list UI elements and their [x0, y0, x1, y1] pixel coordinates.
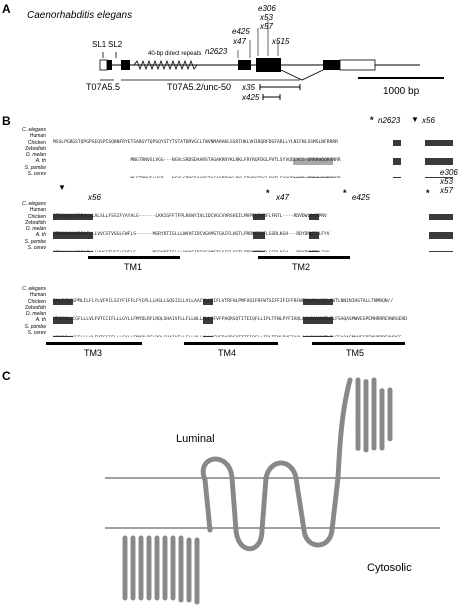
species-human: Human — [29, 207, 46, 214]
gene-structure-diagram — [0, 0, 463, 130]
species-chicken: Chicken — [27, 139, 46, 146]
tm3-bar — [46, 342, 142, 345]
tm3-label: TM3 — [84, 348, 102, 358]
scale-label: 1000 bp — [383, 86, 420, 97]
tm1-label: TM1 — [124, 262, 142, 272]
tm4-bar — [184, 342, 278, 345]
mutation-n2623: n2623 — [205, 47, 228, 56]
species-chicken: Chicken — [27, 213, 46, 220]
species-scerev: S. cerev — [27, 245, 46, 252]
deletion-x35: x35 — [242, 83, 255, 92]
mutation-e306: e306 — [258, 4, 276, 13]
species-spombe: S. pombe — [24, 323, 46, 330]
tm5-helix — [332, 478, 338, 530]
seq-row: MNGTRNVSLVGG---NGVLSRDSDAARSTAGAKRRYKLRKLFRYRQFDGLPVTLSYVQELVCG-DRRKWQQRSNRR — [53, 158, 341, 164]
deletion-x425: x425 — [242, 93, 260, 102]
tm1-bar — [88, 256, 180, 259]
star-mark-1: * — [370, 115, 374, 125]
tm2-helix — [232, 478, 236, 530]
seq-row: QTKNQWAYNDPAFLLLVVCSTVSGLFWFLS------MGRYRTISLLLWVVFIDCVGAMSTGAIFLHGTLPRRMFTSFLGSRLKGH---RDYDMMTFLFYV — [53, 232, 330, 238]
mutation-x515: x515 — [272, 37, 290, 46]
b2-x57: x57 — [440, 186, 453, 195]
alignment-block-1 — [53, 127, 453, 178]
species-column-1 — [0, 127, 46, 177]
species-cel: C. elegans — [22, 201, 46, 207]
species-spombe: S. pombe — [24, 238, 46, 245]
species-zebrafish: Zebrafish — [25, 304, 46, 311]
luminal-loop-1 — [203, 459, 232, 480]
luminal-loop-2 — [266, 463, 296, 478]
n-terminal-chain — [125, 538, 197, 602]
seq-row: RVLIGDCGPMLILFLYLVFPILSIYFIFFLFYIPLLLHSLLSQSIILLVLLAACVLYIIFLVTRFHLPMFVQIFRFWTSIFFIFIFFRFWFMAVMAYQELCWTLNNINIHSTALLTNMRQN// — [53, 298, 394, 304]
alignment-block-2 — [53, 201, 453, 252]
panel-c-letter: C — [2, 369, 11, 383]
species-spombe: S. pombe — [24, 164, 46, 171]
exon-4 — [256, 58, 281, 72]
species-ath: A. th — [35, 158, 46, 165]
star-mark-4: * — [426, 188, 430, 198]
seq-row: VPGSGLLCGFLLLVLFVTCCIFLLLGYLLFMYDLRFLRQLSHAIVFLLFLLWLLALLHFVFPAQRSQTITEIQFLLIPLTFNLPYFIAQLAAVGAYYKTLILFSAQASMWVEGPEMHRRREVWRGERD — [53, 317, 408, 323]
species-dmel: D. melan — [25, 152, 46, 159]
seq-row — [53, 177, 341, 178]
b2-triangle: ▼ — [58, 183, 66, 192]
mutation-x57: x57 — [260, 22, 273, 31]
luminal-label: Luminal — [176, 433, 215, 445]
tm3-helix — [262, 478, 266, 530]
species-scerev: S. cerev — [27, 171, 46, 178]
seq-row — [53, 336, 401, 337]
repeats-label: 40-bp direct repeats — [148, 51, 202, 57]
species-zebrafish: Zebrafish — [25, 219, 46, 226]
seq-row: QTKNQWAYNDPALLLALSLLFSSIFYAYALG------LKKIGFFTFPLNSWYIVLIDCVGCVVRSVEILMVPRVSMRFLFNTL----RDVDWLAYMPNV — [53, 213, 327, 219]
species-human: Human — [29, 292, 46, 299]
exon-2 — [121, 60, 130, 70]
seq-row — [53, 251, 330, 252]
species-chicken: Chicken — [27, 298, 46, 305]
mutation-x47: x47 — [233, 37, 246, 46]
exon-5 — [323, 60, 340, 70]
species-ath: A. th — [35, 232, 46, 239]
cytosolic-label: Cytosolic — [367, 562, 412, 574]
species-dmel: D. melan — [25, 311, 46, 318]
species-ath: A. th — [35, 317, 46, 324]
star-mark-2: * — [266, 188, 270, 198]
gene1-label: T07A5.5 — [86, 82, 121, 92]
seq-row: MSSLPGRGSTQPGPSEQSPISQRNFRYETSARGYTQPSQYSTYTSTATDRVGCLTWVNMARAKLSSRTHKLVHIRQRFDGFARLLYLNIFNLSSMSLNFRRRR — [53, 139, 338, 145]
tm4-helix — [296, 478, 304, 530]
species-human: Human — [29, 133, 46, 140]
tm2-label: TM2 — [292, 262, 310, 272]
tm2-bar — [258, 256, 350, 259]
species-scerev: S. cerev — [27, 330, 46, 337]
splice-connector — [281, 70, 323, 80]
exon-3 — [238, 60, 251, 70]
b2-x53: x53 — [440, 177, 453, 186]
mutation-x53: x53 — [260, 13, 273, 22]
b1-triangle: ▼ — [411, 115, 419, 124]
tm5-bar — [312, 342, 405, 345]
utr-box-2 — [340, 60, 375, 70]
cyto-loop-2 — [304, 530, 332, 545]
c-terminal-chain — [338, 380, 390, 478]
b2-e425: e425 — [352, 193, 370, 202]
species-cel: C. elegans — [22, 127, 46, 133]
organism-label: Caenorhabditis elegans — [27, 10, 133, 21]
tm5-label: TM5 — [346, 348, 364, 358]
species-column-2 — [0, 201, 46, 251]
gene2-label: T07A5.2/unc-50 — [167, 82, 232, 92]
panel-a-letter: A — [2, 2, 11, 16]
b2-x47: x47 — [276, 193, 289, 202]
star-mark-3: * — [343, 188, 347, 198]
alignment-block-3 — [53, 286, 458, 337]
species-dmel: D. melan — [25, 226, 46, 233]
exon-1 — [107, 60, 112, 70]
sl2-label: SL2 — [108, 40, 123, 49]
species-zebrafish: Zebrafish — [25, 145, 46, 152]
utr-box-1 — [100, 60, 107, 70]
b2-x56: x56 — [88, 193, 101, 202]
sl1-label: SL1 — [92, 40, 107, 49]
cyto-loop-1 — [236, 530, 262, 549]
species-cel: C. elegans — [22, 286, 46, 292]
b1-x56: x56 — [422, 116, 435, 125]
species-column-3 — [0, 286, 46, 336]
panel-b-letter: B — [2, 114, 11, 128]
tm1-helix — [205, 480, 210, 530]
b1-n2623: n2623 — [378, 116, 401, 125]
b2-e306: e306 — [440, 168, 458, 177]
tm4-label: TM4 — [218, 348, 236, 358]
mutation-e425: e425 — [232, 27, 250, 36]
